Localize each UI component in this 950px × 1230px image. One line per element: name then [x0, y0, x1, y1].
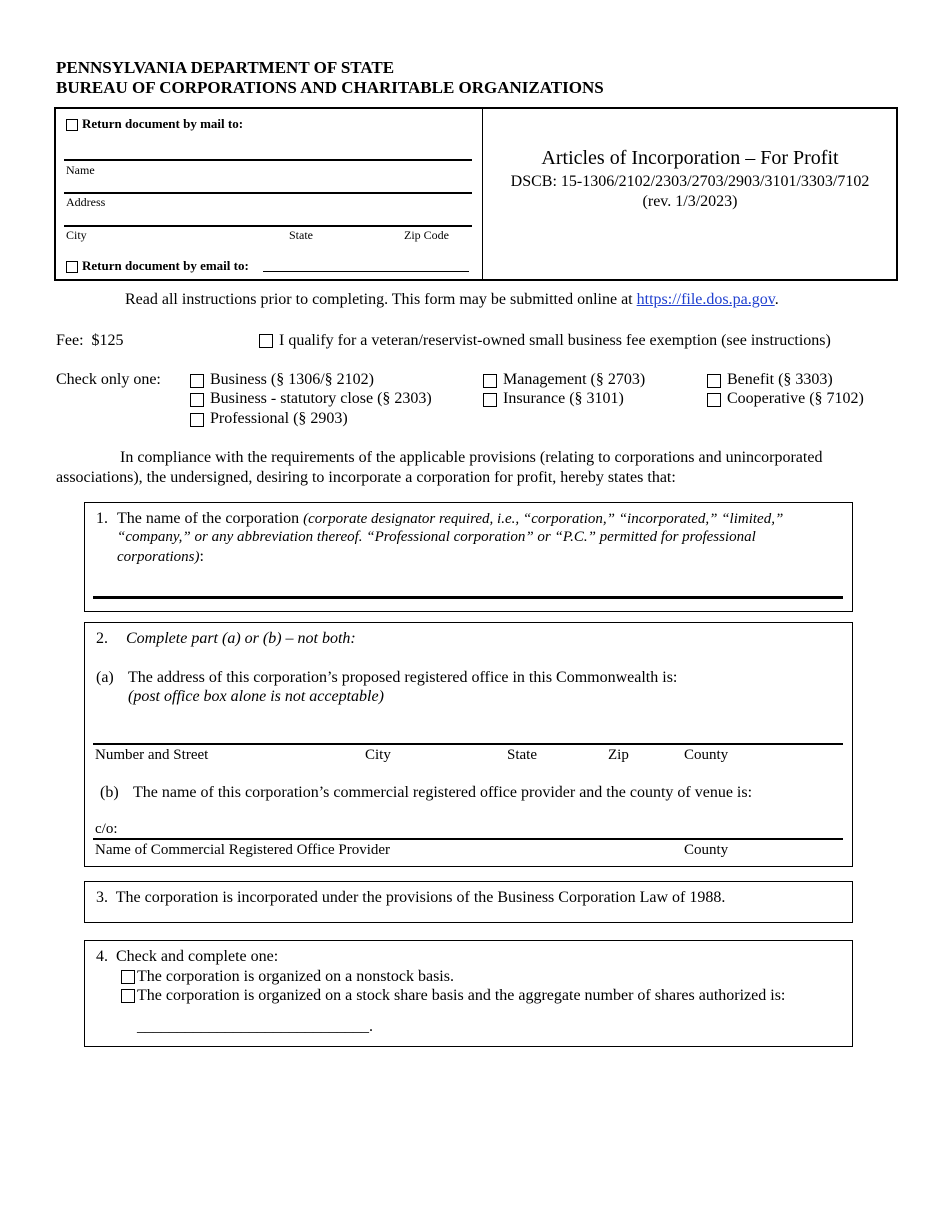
professional-option-label: Professional (§ 2903): [210, 410, 348, 427]
nonstock-option-label: The corporation is organized on a nonstock basis.: [137, 968, 454, 985]
professional-checkbox[interactable]: [190, 413, 204, 427]
department-title: PENNSYLVANIA DEPARTMENT OF STATE: [56, 58, 395, 77]
office-provider-label: Name of Commercial Registered Office Provider: [95, 842, 391, 858]
online-filing-link[interactable]: https://file.dos.pa.gov: [636, 291, 775, 308]
office-city-label: City: [365, 747, 391, 763]
section-1-lead-line: [117, 510, 783, 528]
zip-code-label: Zip Code: [404, 228, 449, 242]
cooperative-checkbox[interactable]: [707, 393, 721, 407]
management-option-label: Management (§ 2703): [503, 371, 646, 388]
instructions-end: .: [774, 291, 779, 308]
section-1-lead: The name of the corporation: [117, 510, 304, 527]
instructions-line: [125, 291, 779, 309]
insurance-option-label: Insurance (§ 3101): [503, 390, 624, 407]
address-label: Address: [66, 195, 106, 209]
city-label: City: [66, 228, 87, 242]
registered-office-address-line[interactable]: [93, 743, 843, 745]
stock-share-option-label: The corporation is organized on a stock share basis and the aggregate number of shares authorized is:: [137, 987, 786, 1004]
stock-share-checkbox[interactable]: [121, 989, 135, 1003]
benefit-option-label: Benefit (§ 3303): [727, 371, 833, 388]
business-option-label: Business (§ 1306/§ 2102): [210, 371, 374, 388]
bureau-title: BUREAU OF CORPORATIONS AND CHARITABLE ORGANIZATIONS: [56, 78, 604, 97]
insurance-checkbox[interactable]: [483, 393, 497, 407]
compliance-line-2: associations), the undersigned, desiring to incorporate a corporation for profit, hereby states that:: [56, 469, 676, 486]
return-by-email-checkbox[interactable]: [66, 261, 78, 273]
fee-label: Fee: $125: [56, 332, 124, 349]
state-label: State: [289, 228, 313, 242]
management-checkbox[interactable]: [483, 374, 497, 388]
fee-exemption-checkbox[interactable]: [259, 334, 273, 348]
name-line[interactable]: [64, 159, 472, 161]
cooperative-option-label: Cooperative (§ 7102): [727, 390, 864, 407]
benefit-checkbox[interactable]: [707, 374, 721, 388]
section-1-note-1: (corporate designator required, i.e., “corporation,” “incorporated,” “limited,”: [303, 511, 784, 527]
section-4-lead: 4. Check and complete one:: [96, 948, 279, 965]
section-2b-text: The name of this corporation’s commercial registered office provider and the county of venue is:: [133, 784, 753, 801]
form-revision: (rev. 1/3/2023): [642, 193, 738, 210]
section-2b-label: (b): [100, 784, 119, 801]
care-of-label: c/o:: [95, 821, 118, 837]
business-statutory-close-label: Business - statutory close (§ 2303): [210, 390, 432, 407]
return-by-email-label: Return document by email to:: [82, 258, 249, 273]
section-2a-label: (a): [96, 669, 114, 686]
office-provider-line[interactable]: [93, 838, 843, 840]
section-1-colon: :: [199, 548, 204, 565]
section-2-instruction: Complete part (a) or (b) – not both:: [126, 630, 356, 647]
check-only-one-label: Check only one:: [56, 371, 161, 388]
section-2a-text: The address of this corporation’s proposed registered office in this Commonwealth is:: [128, 669, 678, 686]
section-1-note-3-line: [117, 548, 204, 566]
return-by-mail-checkbox[interactable]: [66, 119, 78, 131]
section-1-note-2: “company,” or any abbreviation thereof. “Professional corporation” or “P.C.” permitted for professional: [117, 529, 756, 545]
instructions-text: Read all instructions prior to completing. This form may be submitted online at: [125, 291, 637, 308]
office-county-label: County: [684, 747, 729, 763]
form-code: DSCB: 15-1306/2102/2303/2703/2903/3101/3303/7102: [510, 173, 870, 190]
address-line[interactable]: [64, 192, 472, 194]
business-statutory-close-checkbox[interactable]: [190, 393, 204, 407]
office-state-label: State: [507, 747, 537, 763]
form-title: Articles of Incorporation – For Profit: [541, 147, 839, 169]
section-2-number: 2.: [96, 630, 108, 647]
corporation-name-line[interactable]: [93, 596, 843, 599]
section-3-text: 3. The corporation is incorporated under the provisions of the Business Corporation Law of 1988.: [96, 889, 726, 906]
office-zip-label: Zip: [608, 747, 629, 763]
section-1-number: 1.: [96, 510, 108, 527]
email-line[interactable]: [263, 271, 469, 272]
return-by-mail-label: Return document by mail to:: [82, 116, 244, 131]
authorized-shares-blank[interactable]: _____________________________.: [137, 1018, 373, 1035]
fee-exemption-label: I qualify for a veteran/reservist-owned small business fee exemption (see instructions): [279, 332, 831, 349]
business-checkbox[interactable]: [190, 374, 204, 388]
number-and-street-label: Number and Street: [95, 747, 209, 763]
section-2a-note: (post office box alone is not acceptable): [128, 688, 384, 705]
name-label: Name: [66, 163, 95, 177]
nonstock-checkbox[interactable]: [121, 970, 135, 984]
venue-county-label: County: [684, 842, 729, 858]
section-1-note-3: corporations): [117, 549, 200, 565]
city-state-zip-line[interactable]: [64, 225, 472, 227]
compliance-line-1: In compliance with the requirements of the applicable provisions (relating to corporations and unincorporated: [120, 449, 823, 466]
